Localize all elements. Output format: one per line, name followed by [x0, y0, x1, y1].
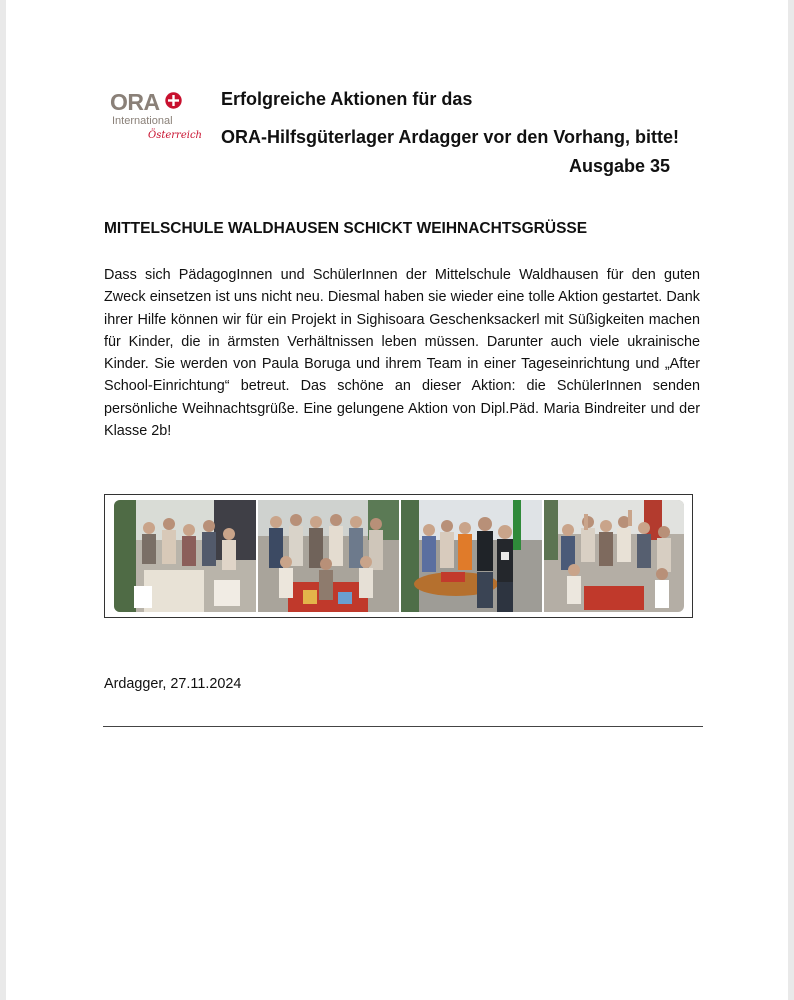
document-page [6, 0, 788, 1000]
header-title-line2: ORA-Hilfsgüterlager Ardagger vor den Vorhang, bitte! [221, 127, 680, 147]
photo-strip [104, 494, 693, 618]
group-photos [114, 500, 684, 612]
ora-logo [110, 91, 202, 153]
photo-2 [258, 500, 399, 612]
article-title: MITTELSCHULE WALDHAUSEN SCHICKT WEIHNACHTSGRÜSSE [104, 220, 588, 237]
cross-icon [165, 92, 182, 109]
header-title-line1: Erfolgreiche Aktionen für das [221, 89, 473, 109]
logo-subtitle: International [112, 115, 173, 127]
photo-4 [544, 500, 684, 612]
logo-wordmark: ORA [110, 89, 160, 115]
issue-number: Ausgabe 35 [568, 156, 670, 176]
footer-divider [103, 726, 703, 727]
article-body: Dass sich PädagogInnen und SchülerInnen der Mittelschule Waldhausen für den guten Zweck einsetzen ist uns nicht neu. Diesmal haben sie wieder eine tolle Aktion gestartet. Dank ihrer Hilfe können wir für ein Projekt in Sighisoara Geschenksackerl mit Süßigkeiten machen für Kinder, die in ärmsten Verhältnissen leben müssen. Darunter auch viele ukrainische Kinder. Sie werden von Paula Boruga und ihrem Team in einer Tageseinrichtung und „After School-Einrichtung“ betreut. Das schöne an dieser Aktion: die SchülerInnen senden persönliche Weihnachtsgrüße. Eine gelungene Aktion von Dipl.Päd. Maria Bindreiter und der Klasse 2b! [104, 267, 700, 440]
place-and-date: Ardagger, 27.11.2024 [104, 676, 242, 692]
photo-3 [401, 500, 542, 612]
logo-country: Österreich [148, 130, 202, 141]
photo-1 [114, 500, 256, 612]
